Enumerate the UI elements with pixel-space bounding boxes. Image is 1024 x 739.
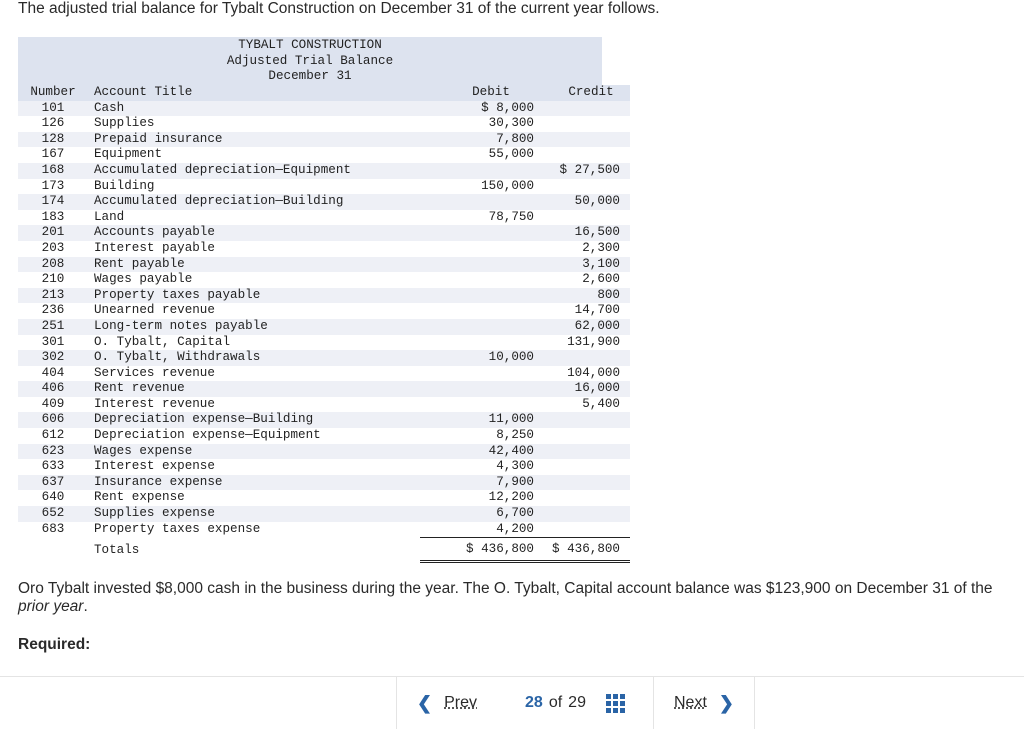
- table-row: [18, 132, 630, 148]
- account-title: Unearned revenue: [94, 303, 215, 318]
- credit-amount: [542, 490, 630, 506]
- account-title: Prepaid insurance: [88, 132, 420, 148]
- current-page: 28: [525, 694, 543, 711]
- account-number: 203: [41, 240, 65, 255]
- debit-amount: 7,900: [420, 475, 542, 491]
- account-title: Equipment: [94, 147, 163, 162]
- table-row: [18, 288, 630, 304]
- prev-label: Prev: [444, 694, 477, 711]
- account-number: 409: [41, 396, 65, 411]
- account-number: 213: [18, 288, 88, 304]
- table-row: [18, 116, 630, 132]
- totals-row: [18, 538, 630, 562]
- table-row: [18, 366, 630, 382]
- of-label: of: [548, 694, 563, 711]
- table-row: [18, 428, 630, 444]
- credit-amount: 2,300: [582, 240, 620, 255]
- account-number: 183: [41, 209, 65, 224]
- account-title: Services revenue: [94, 365, 215, 380]
- header-debit: Debit: [420, 85, 542, 101]
- account-number: 251: [18, 319, 88, 335]
- totals-spacer: [18, 538, 88, 562]
- account-title: Depreciation expense—Building: [88, 412, 420, 428]
- required-label: Required:: [18, 636, 91, 653]
- debit-amount: 8,250: [496, 428, 534, 443]
- chevron-right-icon: ❯: [718, 692, 734, 713]
- next-button[interactable]: [653, 677, 755, 729]
- account-title: O. Tybalt, Capital: [94, 334, 231, 349]
- account-number: 404: [41, 365, 65, 380]
- account-number: 640: [41, 490, 65, 505]
- chevron-left-icon: ❮: [417, 692, 433, 713]
- debit-amount: [420, 288, 542, 304]
- credit-amount: [542, 428, 630, 444]
- debit-amount: [420, 257, 542, 273]
- table-row: [18, 241, 630, 257]
- credit-amount: 131,900: [567, 334, 620, 349]
- debit-amount: 4,200: [420, 522, 542, 538]
- debit-amount: [420, 319, 542, 335]
- table-row: [18, 412, 630, 428]
- account-title: Accumulated depreciation—Building: [88, 194, 420, 210]
- credit-amount: $ 27,500: [542, 163, 630, 179]
- debit-amount: [420, 381, 542, 397]
- credit-amount: [542, 101, 630, 117]
- account-number: 210: [41, 272, 65, 287]
- account-title: Interest expense: [94, 459, 215, 474]
- table-row: [18, 225, 630, 241]
- account-title: Long-term notes payable: [88, 319, 420, 335]
- debit-amount: 11,000: [420, 412, 542, 428]
- credit-amount: 3,100: [542, 257, 630, 273]
- table-row: [18, 194, 630, 210]
- account-title: Rent expense: [94, 490, 185, 505]
- account-number: 174: [18, 194, 88, 210]
- debit-amount: 150,000: [481, 178, 534, 193]
- pagination-bar: [0, 676, 1024, 739]
- total-debit: $ 436,800: [420, 538, 542, 562]
- table-row: [18, 163, 630, 179]
- account-number: 126: [41, 116, 65, 131]
- credit-amount: 800: [542, 288, 630, 304]
- table-row: [18, 459, 630, 475]
- credit-amount: 62,000: [542, 319, 630, 335]
- intro-text: The adjusted trial balance for Tybalt Construction on December 31 of the current year follows.: [18, 0, 660, 17]
- account-number: 683: [41, 521, 65, 536]
- trial-balance-table: [18, 85, 630, 563]
- trial-balance: [18, 37, 620, 563]
- credit-amount: [542, 147, 630, 163]
- account-title: Building: [94, 178, 155, 193]
- debit-amount: [420, 303, 542, 319]
- debit-amount: $ 8,000: [420, 101, 542, 117]
- credit-amount: 14,700: [574, 303, 620, 318]
- debit-amount: [420, 366, 542, 382]
- credit-amount: [542, 522, 630, 538]
- credit-amount: [542, 475, 630, 491]
- debit-amount: 10,000: [420, 350, 542, 366]
- credit-amount: [542, 444, 630, 460]
- account-title: Supplies expense: [88, 506, 420, 522]
- account-number: 612: [41, 428, 65, 443]
- credit-amount: 5,400: [582, 396, 620, 411]
- account-title: Depreciation expense—Equipment: [94, 428, 321, 443]
- grid-icon[interactable]: [606, 694, 625, 713]
- table-row: [18, 147, 630, 163]
- debit-amount: [420, 397, 542, 413]
- table-row: [18, 475, 630, 491]
- account-number: 208: [18, 257, 88, 273]
- account-number: 301: [41, 334, 65, 349]
- totals-label: Totals: [94, 542, 140, 557]
- account-number: 236: [41, 303, 65, 318]
- account-title: Interest revenue: [94, 396, 215, 411]
- column-header-row: [18, 85, 630, 101]
- credit-amount: [542, 210, 630, 226]
- credit-amount: 104,000: [567, 365, 620, 380]
- account-title: Interest payable: [94, 240, 215, 255]
- problem-paragraph: [18, 580, 1008, 616]
- paragraph-emphasis: prior year: [18, 598, 84, 615]
- account-title: Land: [94, 209, 125, 224]
- debit-amount: 78,750: [488, 209, 534, 224]
- statement-date: December 31: [268, 69, 352, 83]
- credit-amount: 16,500: [542, 225, 630, 241]
- table-row: [18, 506, 630, 522]
- account-number: 652: [18, 506, 88, 522]
- table-row: [18, 381, 630, 397]
- total-credit: $ 436,800: [542, 538, 630, 562]
- paragraph-part2: .: [83, 598, 88, 615]
- table-row: [18, 335, 630, 351]
- account-number: 128: [18, 132, 88, 148]
- credit-amount: 50,000: [542, 194, 630, 210]
- account-title: Property taxes expense: [94, 521, 261, 536]
- debit-amount: 12,200: [488, 490, 534, 505]
- header-number: Number: [18, 85, 88, 101]
- header-credit: Credit: [542, 85, 630, 101]
- credit-amount: [542, 412, 630, 428]
- account-number: 101: [18, 101, 88, 117]
- debit-amount: [420, 241, 542, 257]
- account-title: Rent payable: [88, 257, 420, 273]
- table-row: [18, 522, 630, 538]
- credit-amount: [542, 350, 630, 366]
- account-title: Insurance expense: [88, 475, 420, 491]
- account-number: 201: [18, 225, 88, 241]
- debit-amount: 30,300: [488, 116, 534, 131]
- table-row: [18, 444, 630, 460]
- account-title: Property taxes payable: [88, 288, 420, 304]
- credit-amount: [542, 506, 630, 522]
- table-row: [18, 303, 630, 319]
- account-title: Accounts payable: [88, 225, 420, 241]
- table-row: [18, 210, 630, 226]
- debit-amount: [420, 335, 542, 351]
- account-number: 623: [18, 444, 88, 460]
- account-title: Wages expense: [88, 444, 420, 460]
- debit-amount: 55,000: [488, 147, 534, 162]
- account-title: Supplies: [94, 116, 155, 131]
- credit-amount: 2,600: [582, 272, 620, 287]
- account-number: 302: [18, 350, 88, 366]
- debit-amount: 4,300: [496, 459, 534, 474]
- company-name: TYBALT CONSTRUCTION: [238, 38, 382, 52]
- debit-amount: [420, 225, 542, 241]
- account-number: 606: [18, 412, 88, 428]
- account-title: Accumulated depreciation—Equipment: [88, 163, 420, 179]
- account-title: Wages payable: [94, 272, 193, 287]
- account-number: 173: [41, 178, 65, 193]
- debit-amount: [420, 194, 542, 210]
- total-pages: 29: [568, 694, 586, 711]
- account-number: 168: [18, 163, 88, 179]
- table-row: [18, 179, 630, 195]
- table-row: [18, 397, 630, 413]
- next-label: Next: [674, 694, 707, 711]
- header-title: Account Title: [88, 85, 420, 101]
- account-title: Cash: [88, 101, 420, 117]
- trial-balance-header: [18, 37, 602, 85]
- table-row: [18, 350, 630, 366]
- table-row: [18, 490, 630, 506]
- statement-title: Adjusted Trial Balance: [226, 53, 394, 68]
- account-number: 406: [18, 381, 88, 397]
- table-row: [18, 257, 630, 273]
- debit-amount: 7,800: [420, 132, 542, 148]
- debit-amount: [420, 272, 542, 288]
- credit-amount: [542, 116, 630, 132]
- table-row: [18, 101, 630, 117]
- debit-amount: 42,400: [420, 444, 542, 460]
- table-row: [18, 319, 630, 335]
- account-title: Rent revenue: [88, 381, 420, 397]
- page-counter: [500, 677, 650, 729]
- credit-amount: [542, 459, 630, 475]
- debit-amount: [420, 163, 542, 179]
- debit-amount: 6,700: [420, 506, 542, 522]
- table-row: [18, 272, 630, 288]
- credit-amount: [542, 179, 630, 195]
- account-title: O. Tybalt, Withdrawals: [88, 350, 420, 366]
- credit-amount: [542, 132, 630, 148]
- paragraph-part1: Oro Tybalt invested $8,000 cash in the business during the year. The O. Tybalt, Capital account balance was $123,900 on December 31 of the: [18, 580, 993, 597]
- account-number: 167: [41, 147, 65, 162]
- prev-button[interactable]: [396, 677, 497, 729]
- credit-amount: 16,000: [542, 381, 630, 397]
- account-number: 633: [41, 459, 65, 474]
- account-number: 637: [18, 475, 88, 491]
